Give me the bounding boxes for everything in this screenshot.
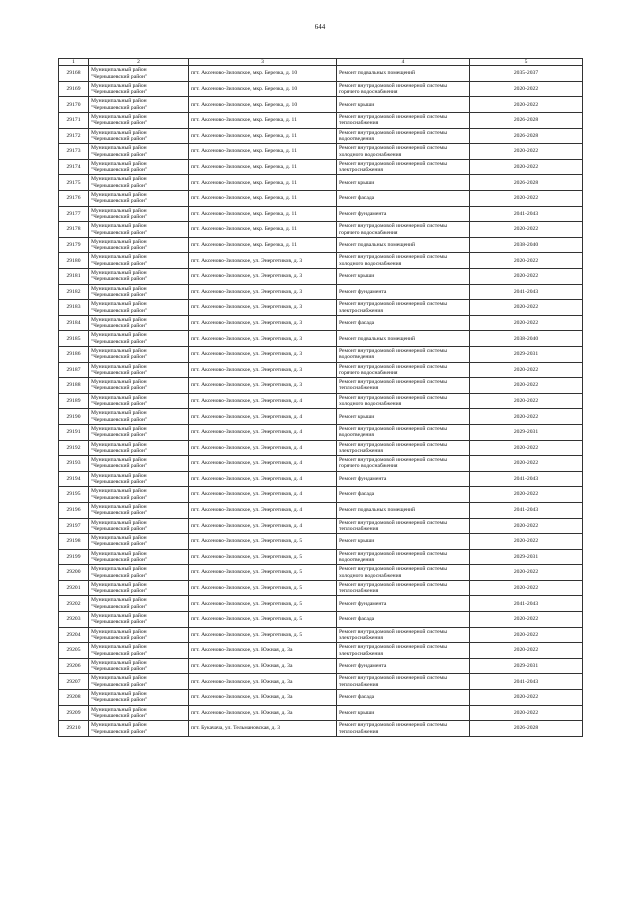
cell-period: 2038-2040 bbox=[470, 237, 583, 253]
cell-period: 2041-2043 bbox=[470, 502, 583, 518]
cell-period: 2041-2043 bbox=[470, 206, 583, 222]
table-row bbox=[59, 393, 583, 409]
cell-period: 2041-2043 bbox=[470, 284, 583, 300]
cell-municipality: Муниципальный район "Чернышевский район" bbox=[89, 253, 189, 269]
cell-address: пгт. Аксеново-Зиловское, ул. Энергетиков, д. 4 bbox=[189, 409, 337, 425]
cell-address: пгт. Аксеново-Зиловское, ул. Энергетиков, д. 3 bbox=[189, 269, 337, 285]
cell-municipality: Муниципальный район "Чернышевский район" bbox=[89, 113, 189, 129]
cell-work-type: Ремонт внутридомовой инженерной системы электроснабжения bbox=[337, 643, 470, 659]
cell-municipality: Муниципальный район "Чернышевский район" bbox=[89, 456, 189, 472]
cell-work-type: Ремонт фасада bbox=[337, 315, 470, 331]
cell-period: 2026-2028 bbox=[470, 128, 583, 144]
cell-municipality: Муниципальный район "Чернышевский район" bbox=[89, 331, 189, 347]
table-row bbox=[59, 518, 583, 534]
cell-period: 2020-2022 bbox=[470, 440, 583, 456]
cell-row-number: 29201 bbox=[59, 580, 89, 596]
cell-municipality: Муниципальный район "Чернышевский район" bbox=[89, 549, 189, 565]
cell-municipality: Муниципальный район "Чернышевский район" bbox=[89, 284, 189, 300]
cell-row-number: 29176 bbox=[59, 191, 89, 207]
cell-address: пгт. Аксеново-Зиловское, ул. Энергетиков, д. 4 bbox=[189, 502, 337, 518]
cell-municipality: Муниципальный район "Чернышевский район" bbox=[89, 705, 189, 721]
cell-address: пгт. Аксеново-Зиловское, ул. Энергетиков, д. 5 bbox=[189, 534, 337, 550]
cell-period: 2035-2037 bbox=[470, 66, 583, 82]
cell-row-number: 29191 bbox=[59, 424, 89, 440]
cell-address: пгт. Аксеново-Зиловское, ул. Энергетиков, д. 4 bbox=[189, 518, 337, 534]
cell-row-number: 29174 bbox=[59, 159, 89, 175]
cell-work-type: Ремонт внутридомовой инженерной системы водоотведения bbox=[337, 549, 470, 565]
cell-work-type: Ремонт подвальных помещений bbox=[337, 331, 470, 347]
table-row bbox=[59, 222, 583, 238]
cell-municipality: Муниципальный район "Чернышевский район" bbox=[89, 237, 189, 253]
cell-address: пгт. Аксеново-Зиловское, ул. Энергетиков, д. 4 bbox=[189, 456, 337, 472]
cell-period: 2020-2022 bbox=[470, 300, 583, 316]
cell-municipality: Муниципальный район "Чернышевский район" bbox=[89, 471, 189, 487]
cell-municipality: Муниципальный район "Чернышевский район" bbox=[89, 66, 189, 82]
cell-period: 2029-2031 bbox=[470, 658, 583, 674]
cell-row-number: 29177 bbox=[59, 206, 89, 222]
cell-period: 2020-2022 bbox=[470, 456, 583, 472]
cell-period: 2029-2031 bbox=[470, 424, 583, 440]
cell-address: пгт. Аксеново-Зиловское, ул. Энергетиков, д. 5 bbox=[189, 580, 337, 596]
cell-work-type: Ремонт внутридомовой инженерной системы теплоснабжения bbox=[337, 113, 470, 129]
cell-municipality: Муниципальный район "Чернышевский район" bbox=[89, 128, 189, 144]
cell-municipality: Муниципальный район "Чернышевский район" bbox=[89, 393, 189, 409]
table-row bbox=[59, 378, 583, 394]
cell-address: пгт. Аксеново-Зиловское, ул. Южная, д. 3а bbox=[189, 690, 337, 706]
cell-work-type: Ремонт внутридомовой инженерной системы холодного водоснабжения bbox=[337, 393, 470, 409]
cell-row-number: 29197 bbox=[59, 518, 89, 534]
cell-address: пгт. Аксеново-Зиловское, ул. Энергетиков, д. 3 bbox=[189, 378, 337, 394]
table-row bbox=[59, 424, 583, 440]
cell-row-number: 29183 bbox=[59, 300, 89, 316]
header-col-3: 3 bbox=[189, 59, 337, 66]
cell-period: 2026-2028 bbox=[470, 721, 583, 737]
cell-address: пгт. Аксеново-Зиловское, ул. Энергетиков, д. 3 bbox=[189, 346, 337, 362]
cell-work-type: Ремонт фундамента bbox=[337, 284, 470, 300]
table-row bbox=[59, 502, 583, 518]
cell-municipality: Муниципальный район "Чернышевский район" bbox=[89, 612, 189, 628]
cell-address: пгт. Аксеново-Зиловское, мкр. Березка, д. 11 bbox=[189, 113, 337, 129]
cell-period: 2020-2022 bbox=[470, 253, 583, 269]
table-row bbox=[59, 534, 583, 550]
cell-period: 2020-2022 bbox=[470, 518, 583, 534]
cell-period: 2020-2022 bbox=[470, 627, 583, 643]
cell-work-type: Ремонт крыши bbox=[337, 534, 470, 550]
cell-work-type: Ремонт внутридомовой инженерной системы горячего водоснабжения bbox=[337, 222, 470, 238]
cell-row-number: 29169 bbox=[59, 81, 89, 97]
cell-municipality: Муниципальный район "Чернышевский район" bbox=[89, 378, 189, 394]
cell-municipality: Муниципальный район "Чернышевский район" bbox=[89, 440, 189, 456]
cell-municipality: Муниципальный район "Чернышевский район" bbox=[89, 424, 189, 440]
cell-municipality: Муниципальный район "Чернышевский район" bbox=[89, 81, 189, 97]
table-row bbox=[59, 674, 583, 690]
cell-work-type: Ремонт внутридомовой инженерной системы горячего водоснабжения bbox=[337, 81, 470, 97]
cell-municipality: Муниципальный район "Чернышевский район" bbox=[89, 97, 189, 113]
cell-period: 2020-2022 bbox=[470, 191, 583, 207]
cell-municipality: Муниципальный район "Чернышевский район" bbox=[89, 362, 189, 378]
cell-row-number: 29209 bbox=[59, 705, 89, 721]
table-row bbox=[59, 269, 583, 285]
table-row bbox=[59, 627, 583, 643]
cell-row-number: 29171 bbox=[59, 113, 89, 129]
cell-work-type: Ремонт внутридомовой инженерной системы теплоснабжения bbox=[337, 721, 470, 737]
table-row bbox=[59, 549, 583, 565]
table-row bbox=[59, 346, 583, 362]
cell-address: пгт. Аксеново-Зиловское, ул. Южная, д. 3а bbox=[189, 705, 337, 721]
table-row bbox=[59, 159, 583, 175]
table-row bbox=[59, 113, 583, 129]
cell-address: пгт. Аксеново-Зиловское, ул. Энергетиков, д. 4 bbox=[189, 487, 337, 503]
cell-address: пгт. Аксеново-Зиловское, мкр. Березка, д. 10 bbox=[189, 66, 337, 82]
cell-period: 2020-2022 bbox=[470, 487, 583, 503]
cell-row-number: 29192 bbox=[59, 440, 89, 456]
cell-work-type: Ремонт крыши bbox=[337, 97, 470, 113]
cell-period: 2020-2022 bbox=[470, 643, 583, 659]
cell-row-number: 29172 bbox=[59, 128, 89, 144]
table-body bbox=[59, 66, 583, 737]
table-row bbox=[59, 206, 583, 222]
cell-address: пгт. Аксеново-Зиловское, мкр. Березка, д. 11 bbox=[189, 144, 337, 160]
cell-address: пгт. Аксеново-Зиловское, мкр. Березка, д. 11 bbox=[189, 222, 337, 238]
cell-row-number: 29175 bbox=[59, 175, 89, 191]
cell-address: пгт. Аксеново-Зиловское, ул. Энергетиков, д. 3 bbox=[189, 284, 337, 300]
table-row bbox=[59, 331, 583, 347]
cell-period: 2020-2022 bbox=[470, 690, 583, 706]
cell-municipality: Муниципальный район "Чернышевский район" bbox=[89, 565, 189, 581]
cell-municipality: Муниципальный район "Чернышевский район" bbox=[89, 144, 189, 160]
cell-work-type: Ремонт внутридомовой инженерной системы теплоснабжения bbox=[337, 580, 470, 596]
cell-row-number: 29170 bbox=[59, 97, 89, 113]
cell-row-number: 29181 bbox=[59, 269, 89, 285]
cell-period: 2026-2028 bbox=[470, 113, 583, 129]
cell-address: пгт. Аксеново-Зиловское, ул. Энергетиков, д. 5 bbox=[189, 612, 337, 628]
cell-work-type: Ремонт подвальных помещений bbox=[337, 66, 470, 82]
cell-address: пгт. Аксеново-Зиловское, ул. Энергетиков, д. 3 bbox=[189, 362, 337, 378]
cell-work-type: Ремонт фасада bbox=[337, 487, 470, 503]
cell-row-number: 29203 bbox=[59, 612, 89, 628]
cell-work-type: Ремонт внутридомовой инженерной системы холодного водоснабжения bbox=[337, 253, 470, 269]
table-row bbox=[59, 658, 583, 674]
cell-address: пгт. Аксеново-Зиловское, ул. Энергетиков, д. 3 bbox=[189, 253, 337, 269]
cell-address: пгт. Аксеново-Зиловское, ул. Энергетиков, д. 5 bbox=[189, 596, 337, 612]
cell-row-number: 29208 bbox=[59, 690, 89, 706]
cell-work-type: Ремонт крыши bbox=[337, 409, 470, 425]
cell-work-type: Ремонт фундамента bbox=[337, 471, 470, 487]
cell-row-number: 29195 bbox=[59, 487, 89, 503]
cell-municipality: Муниципальный район "Чернышевский район" bbox=[89, 315, 189, 331]
table-row bbox=[59, 300, 583, 316]
cell-work-type: Ремонт фундамента bbox=[337, 206, 470, 222]
table-row bbox=[59, 144, 583, 160]
cell-municipality: Муниципальный район "Чернышевский район" bbox=[89, 269, 189, 285]
cell-work-type: Ремонт фасада bbox=[337, 690, 470, 706]
cell-address: пгт. Аксеново-Зиловское, мкр. Березка, д. 10 bbox=[189, 81, 337, 97]
cell-municipality: Муниципальный район "Чернышевский район" bbox=[89, 627, 189, 643]
header-col-1: 1 bbox=[59, 59, 89, 66]
cell-period: 2041-2043 bbox=[470, 471, 583, 487]
table-row bbox=[59, 128, 583, 144]
cell-address: пгт. Аксеново-Зиловское, мкр. Березка, д. 11 bbox=[189, 237, 337, 253]
cell-period: 2020-2022 bbox=[470, 315, 583, 331]
cell-work-type: Ремонт внутридомовой инженерной системы водоотведения bbox=[337, 424, 470, 440]
cell-work-type: Ремонт фасада bbox=[337, 191, 470, 207]
cell-work-type: Ремонт внутридомовой инженерной системы водоотведения bbox=[337, 128, 470, 144]
cell-address: пгт. Аксеново-Зиловское, мкр. Березка, д. 11 bbox=[189, 128, 337, 144]
cell-address: пгт. Аксеново-Зиловское, ул. Энергетиков, д. 3 bbox=[189, 331, 337, 347]
cell-work-type: Ремонт внутридомовой инженерной системы теплоснабжения bbox=[337, 378, 470, 394]
cell-period: 2020-2022 bbox=[470, 378, 583, 394]
cell-row-number: 29187 bbox=[59, 362, 89, 378]
table-row bbox=[59, 721, 583, 737]
cell-municipality: Муниципальный район "Чернышевский район" bbox=[89, 658, 189, 674]
table-row bbox=[59, 237, 583, 253]
cell-work-type: Ремонт внутридомовой инженерной системы электроснабжения bbox=[337, 300, 470, 316]
cell-row-number: 29196 bbox=[59, 502, 89, 518]
cell-address: пгт. Аксеново-Зиловское, ул. Энергетиков, д. 4 bbox=[189, 471, 337, 487]
cell-row-number: 29173 bbox=[59, 144, 89, 160]
cell-address: пгт. Аксеново-Зиловское, ул. Южная, д. 3а bbox=[189, 643, 337, 659]
cell-row-number: 29199 bbox=[59, 549, 89, 565]
cell-row-number: 29198 bbox=[59, 534, 89, 550]
table-row bbox=[59, 471, 583, 487]
cell-row-number: 29204 bbox=[59, 627, 89, 643]
cell-row-number: 29179 bbox=[59, 237, 89, 253]
cell-work-type: Ремонт фундамента bbox=[337, 596, 470, 612]
cell-work-type: Ремонт внутридомовой инженерной системы водоотведения bbox=[337, 346, 470, 362]
table-row bbox=[59, 456, 583, 472]
header-col-5: 5 bbox=[470, 59, 583, 66]
cell-period: 2029-2031 bbox=[470, 346, 583, 362]
cell-work-type: Ремонт внутридомовой инженерной системы электроснабжения bbox=[337, 440, 470, 456]
cell-period: 2020-2022 bbox=[470, 705, 583, 721]
cell-row-number: 29190 bbox=[59, 409, 89, 425]
cell-address: пгт. Аксеново-Зиловское, мкр. Березка, д. 11 bbox=[189, 159, 337, 175]
table-row bbox=[59, 191, 583, 207]
table-row bbox=[59, 612, 583, 628]
table-row bbox=[59, 253, 583, 269]
header-row bbox=[59, 59, 583, 66]
cell-period: 2020-2022 bbox=[470, 362, 583, 378]
cell-work-type: Ремонт внутридомовой инженерной системы горячего водоснабжения bbox=[337, 362, 470, 378]
cell-work-type: Ремонт внутридомовой инженерной системы теплоснабжения bbox=[337, 518, 470, 534]
table-row bbox=[59, 596, 583, 612]
cell-period: 2020-2022 bbox=[470, 159, 583, 175]
cell-row-number: 29168 bbox=[59, 66, 89, 82]
cell-address: пгт. Аксеново-Зиловское, ул. Энергетиков, д. 5 bbox=[189, 549, 337, 565]
table-row bbox=[59, 284, 583, 300]
cell-period: 2041-2043 bbox=[470, 674, 583, 690]
cell-municipality: Муниципальный район "Чернышевский район" bbox=[89, 721, 189, 737]
cell-work-type: Ремонт внутридомовой инженерной системы теплоснабжения bbox=[337, 674, 470, 690]
cell-period: 2029-2031 bbox=[470, 549, 583, 565]
cell-period: 2020-2022 bbox=[470, 269, 583, 285]
cell-period: 2026-2028 bbox=[470, 175, 583, 191]
cell-period: 2038-2040 bbox=[470, 331, 583, 347]
cell-period: 2020-2022 bbox=[470, 222, 583, 238]
cell-work-type: Ремонт внутридомовой инженерной системы электроснабжения bbox=[337, 159, 470, 175]
table-row bbox=[59, 315, 583, 331]
header-col-4: 4 bbox=[337, 59, 470, 66]
cell-municipality: Муниципальный район "Чернышевский район" bbox=[89, 409, 189, 425]
table-row bbox=[59, 409, 583, 425]
table-row bbox=[59, 440, 583, 456]
cell-municipality: Муниципальный район "Чернышевский район" bbox=[89, 346, 189, 362]
cell-period: 2020-2022 bbox=[470, 565, 583, 581]
cell-period: 2020-2022 bbox=[470, 409, 583, 425]
cell-work-type: Ремонт внутридомовой инженерной системы горячего водоснабжения bbox=[337, 456, 470, 472]
capital-repair-table bbox=[58, 58, 583, 737]
cell-municipality: Муниципальный район "Чернышевский район" bbox=[89, 175, 189, 191]
page-number: 644 bbox=[314, 23, 326, 31]
cell-municipality: Муниципальный район "Чернышевский район" bbox=[89, 159, 189, 175]
cell-row-number: 29178 bbox=[59, 222, 89, 238]
cell-row-number: 29206 bbox=[59, 658, 89, 674]
cell-work-type: Ремонт крыши bbox=[337, 175, 470, 191]
cell-row-number: 29184 bbox=[59, 315, 89, 331]
cell-period: 2020-2022 bbox=[470, 81, 583, 97]
cell-row-number: 29189 bbox=[59, 393, 89, 409]
cell-row-number: 29182 bbox=[59, 284, 89, 300]
header-col-2: 2 bbox=[89, 59, 189, 66]
table-row bbox=[59, 66, 583, 82]
cell-municipality: Муниципальный район "Чернышевский район" bbox=[89, 222, 189, 238]
cell-address: пгт. Аксеново-Зиловское, мкр. Березка, д. 11 bbox=[189, 175, 337, 191]
cell-work-type: Ремонт подвальных помещений bbox=[337, 237, 470, 253]
cell-address: пгт. Аксеново-Зиловское, мкр. Березка, д. 11 bbox=[189, 191, 337, 207]
cell-work-type: Ремонт внутридомовой инженерной системы холодного водоснабжения bbox=[337, 144, 470, 160]
cell-work-type: Ремонт внутридомовой инженерной системы электроснабжения bbox=[337, 627, 470, 643]
cell-row-number: 29180 bbox=[59, 253, 89, 269]
cell-municipality: Муниципальный район "Чернышевский район" bbox=[89, 643, 189, 659]
cell-work-type: Ремонт фасада bbox=[337, 612, 470, 628]
cell-row-number: 29193 bbox=[59, 456, 89, 472]
cell-work-type: Ремонт крыши bbox=[337, 269, 470, 285]
cell-municipality: Муниципальный район "Чернышевский район" bbox=[89, 690, 189, 706]
cell-address: пгт. Аксеново-Зиловское, ул. Энергетиков, д. 4 bbox=[189, 440, 337, 456]
cell-address: пгт. Аксеново-Зиловское, ул. Энергетиков, д. 4 bbox=[189, 424, 337, 440]
cell-work-type: Ремонт подвальных помещений bbox=[337, 502, 470, 518]
cell-municipality: Муниципальный район "Чернышевский район" bbox=[89, 300, 189, 316]
cell-municipality: Муниципальный район "Чернышевский район" bbox=[89, 191, 189, 207]
cell-row-number: 29185 bbox=[59, 331, 89, 347]
cell-address: пгт. Аксеново-Зиловское, ул. Энергетиков, д. 3 bbox=[189, 300, 337, 316]
cell-address: пгт. Аксеново-Зиловское, мкр. Березка, д. 10 bbox=[189, 97, 337, 113]
cell-row-number: 29194 bbox=[59, 471, 89, 487]
cell-row-number: 29200 bbox=[59, 565, 89, 581]
cell-row-number: 29207 bbox=[59, 674, 89, 690]
cell-municipality: Муниципальный район "Чернышевский район" bbox=[89, 206, 189, 222]
table-row bbox=[59, 97, 583, 113]
cell-period: 2020-2022 bbox=[470, 144, 583, 160]
cell-municipality: Муниципальный район "Чернышевский район" bbox=[89, 674, 189, 690]
table-row bbox=[59, 705, 583, 721]
table-row bbox=[59, 175, 583, 191]
cell-row-number: 29202 bbox=[59, 596, 89, 612]
cell-period: 2020-2022 bbox=[470, 580, 583, 596]
cell-period: 2041-2043 bbox=[470, 596, 583, 612]
cell-municipality: Муниципальный район "Чернышевский район" bbox=[89, 502, 189, 518]
table-row bbox=[59, 81, 583, 97]
cell-address: пгт. Аксеново-Зиловское, мкр. Березка, д. 11 bbox=[189, 206, 337, 222]
cell-row-number: 29188 bbox=[59, 378, 89, 394]
cell-address: пгт. Аксеново-Зиловское, ул. Энергетиков, д. 5 bbox=[189, 627, 337, 643]
cell-address: пгт. Аксеново-Зиловское, ул. Энергетиков, д. 3 bbox=[189, 315, 337, 331]
table-row bbox=[59, 580, 583, 596]
cell-row-number: 29186 bbox=[59, 346, 89, 362]
cell-period: 2020-2022 bbox=[470, 393, 583, 409]
cell-row-number: 29210 bbox=[59, 721, 89, 737]
cell-address: пгт. Аксеново-Зиловское, ул. Энергетиков, д. 5 bbox=[189, 565, 337, 581]
cell-municipality: Муниципальный район "Чернышевский район" bbox=[89, 487, 189, 503]
cell-work-type: Ремонт крыши bbox=[337, 705, 470, 721]
cell-work-type: Ремонт внутридомовой инженерной системы холодного водоснабжения bbox=[337, 565, 470, 581]
table-row bbox=[59, 643, 583, 659]
cell-work-type: Ремонт фундамента bbox=[337, 658, 470, 674]
table-row bbox=[59, 565, 583, 581]
cell-municipality: Муниципальный район "Чернышевский район" bbox=[89, 518, 189, 534]
cell-municipality: Муниципальный район "Чернышевский район" bbox=[89, 580, 189, 596]
cell-period: 2020-2022 bbox=[470, 534, 583, 550]
table-row bbox=[59, 487, 583, 503]
cell-address: пгт. Аксеново-Зиловское, ул. Южная, д. 3а bbox=[189, 658, 337, 674]
cell-address: пгт. Аксеново-Зиловское, ул. Южная, д. 3а bbox=[189, 674, 337, 690]
cell-address: пгт. Аксеново-Зиловское, ул. Энергетиков, д. 4 bbox=[189, 393, 337, 409]
cell-municipality: Муниципальный район "Чернышевский район" bbox=[89, 596, 189, 612]
cell-address: пгт. Букачача, ул. Тельмановская, д. 3 bbox=[189, 721, 337, 737]
cell-municipality: Муниципальный район "Чернышевский район" bbox=[89, 534, 189, 550]
table-header bbox=[59, 59, 583, 66]
cell-period: 2020-2022 bbox=[470, 612, 583, 628]
cell-period: 2020-2022 bbox=[470, 97, 583, 113]
table-row bbox=[59, 690, 583, 706]
cell-row-number: 29205 bbox=[59, 643, 89, 659]
table-row bbox=[59, 362, 583, 378]
